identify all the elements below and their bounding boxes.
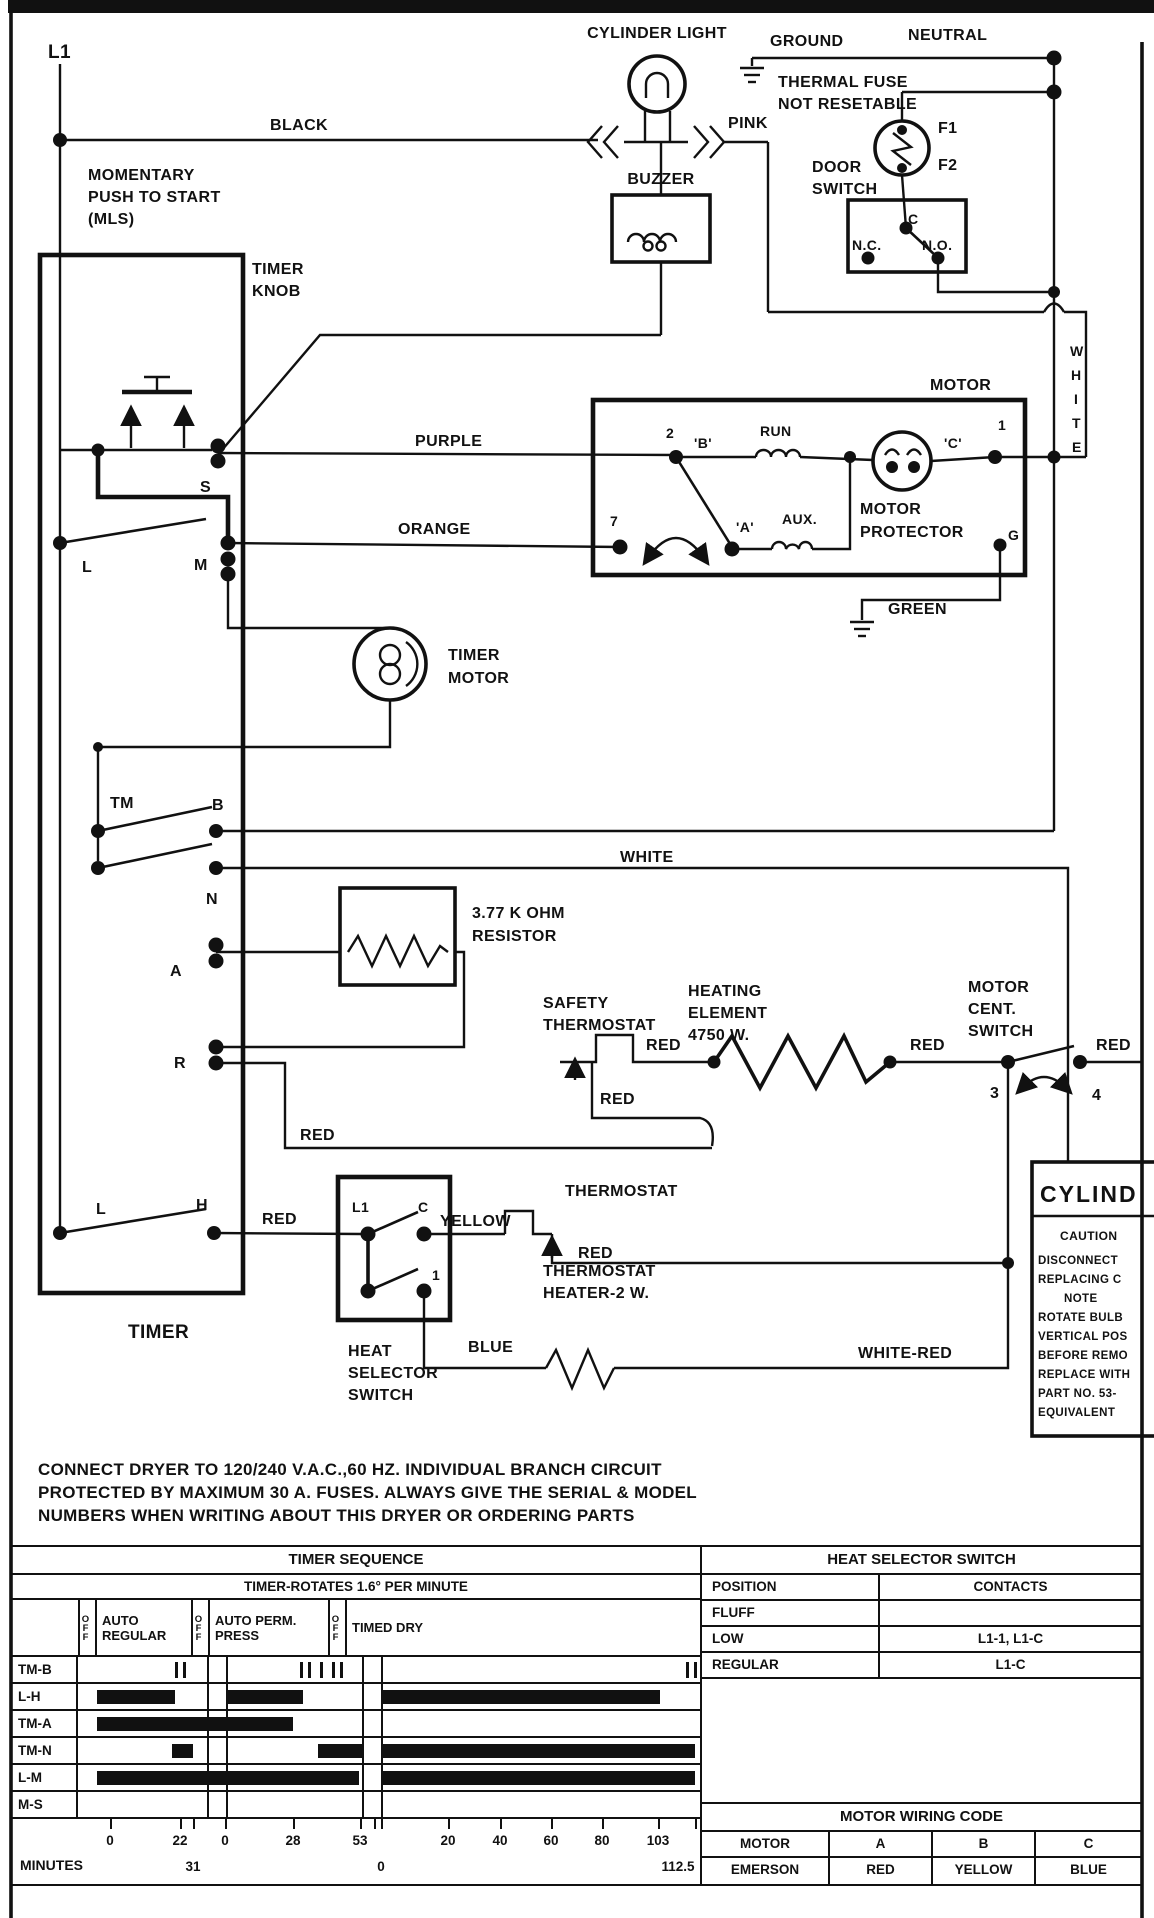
svg-text:W: W	[1070, 343, 1084, 359]
red-label-thermostat: RED	[578, 1245, 613, 1262]
l1-label: L1	[48, 42, 71, 63]
motor-code-header-row: MOTOR A B C	[702, 1832, 1141, 1858]
green-wire-label: GREEN	[888, 601, 947, 618]
column-divider	[381, 1684, 383, 1709]
contact-closed-bar	[381, 1690, 660, 1704]
contact-tick	[320, 1662, 323, 1678]
momentary-label: MOMENTARY	[88, 167, 195, 184]
cylinder-light-icon	[629, 56, 685, 112]
scale-number-row2: 112.5	[661, 1859, 695, 1874]
c-label: C	[908, 211, 919, 227]
motor-title: MOTOR	[930, 377, 992, 394]
timer-row-m-s: M-S	[12, 1792, 700, 1819]
column-divider	[381, 1657, 383, 1682]
thermostat-heater-label-2: HEATER-2 W.	[543, 1285, 650, 1302]
column-divider	[226, 1792, 228, 1817]
contact-closed-bar	[226, 1690, 303, 1704]
motor-c-label: 'C'	[944, 435, 962, 451]
scale-tick	[225, 1819, 227, 1829]
scale-number: 22	[172, 1833, 188, 1848]
svg-text:PART NO. 53-: PART NO. 53-	[1038, 1388, 1117, 1400]
scale-number: 0	[106, 1833, 114, 1848]
connection-notice	[38, 1458, 697, 1527]
notice-line-1: CONNECT DRYER TO 120/240 V.A.C.,60 HZ. INDIVIDUAL BRANCH CIRCUIT	[38, 1460, 662, 1479]
resistor-label-2: RESISTOR	[472, 928, 557, 945]
contact-3-label: 3	[990, 1085, 1000, 1102]
nc-label: N.C.	[852, 237, 882, 253]
thermostat-heater-label-1: THERMOSTAT	[543, 1263, 656, 1280]
contact-tick	[332, 1662, 335, 1678]
heat-selector-row-regular: REGULAR L1-C	[702, 1653, 1141, 1679]
no-label: N.O.	[922, 237, 953, 253]
motor-box	[593, 400, 1025, 575]
heat-selector-header-row: POSITION CONTACTS	[702, 1575, 1141, 1601]
minutes-label: MINUTES	[20, 1857, 83, 1873]
a-contact-label: A	[170, 963, 182, 980]
contact-tick	[694, 1662, 697, 1678]
scale-tick	[448, 1819, 450, 1829]
scale-tick	[381, 1819, 383, 1829]
thermostat-label: THERMOSTAT	[565, 1183, 678, 1200]
timer-rotates-subtitle: TIMER-ROTATES 1.6° PER MINUTE	[12, 1575, 700, 1600]
s-contact-label: S	[200, 479, 212, 496]
white-wire-label: WHITE	[620, 849, 674, 866]
green-ground-icon	[850, 622, 874, 636]
scale-number: 0	[221, 1833, 229, 1848]
ground-label: GROUND	[770, 33, 844, 50]
cylinder-note-title: CYLIND	[1040, 1181, 1138, 1207]
door-switch-label-2: SWITCH	[812, 181, 878, 198]
scale-number: 28	[285, 1833, 301, 1848]
heating-element-label-3: 4750 W.	[688, 1027, 750, 1044]
svg-text:ROTATE BULB: ROTATE BULB	[1038, 1312, 1124, 1324]
svg-text:I: I	[1074, 391, 1079, 407]
contact-closed-bar	[172, 1744, 193, 1758]
timer-row-tm-n: TM-N	[12, 1738, 700, 1765]
column-divider	[207, 1765, 209, 1790]
timer-motor-label-2: MOTOR	[448, 670, 510, 687]
heat-selector-row-low: LOW L1-1, L1-C	[702, 1627, 1141, 1653]
column-divider	[362, 1684, 364, 1709]
contact-tick	[183, 1662, 186, 1678]
svg-text:REPLACING C: REPLACING C	[1038, 1274, 1122, 1286]
contact-closed-bar	[318, 1744, 362, 1758]
red-label-cent: RED	[1096, 1037, 1131, 1054]
column-divider	[381, 1711, 383, 1736]
scale-tick	[193, 1819, 195, 1829]
contact-closed-bar	[97, 1690, 175, 1704]
timer-row-tm-b: TM-B	[12, 1657, 700, 1684]
scale-tick	[374, 1819, 376, 1829]
cent-switch-label-2: CENT.	[968, 1001, 1017, 1018]
timer-box	[40, 255, 243, 1293]
orange-wire-label: ORANGE	[398, 521, 471, 538]
red-label-bypass: RED	[600, 1091, 635, 1108]
scale-number: 103	[646, 1833, 670, 1848]
push-to-start-symbol	[122, 377, 192, 448]
contact-tick	[686, 1662, 689, 1678]
svg-text:NOTE: NOTE	[1064, 1293, 1098, 1305]
scale-number: 80	[594, 1833, 610, 1848]
scale-number: 60	[543, 1833, 559, 1848]
hs-c-label: C	[418, 1199, 429, 1215]
notice-line-2: PROTECTED BY MAXIMUM 30 A. FUSES. ALWAYS GIVE THE SERIAL & MODEL	[38, 1483, 697, 1502]
right-tables	[702, 1547, 1141, 1884]
scale-tick	[551, 1819, 553, 1829]
heat-selector-row-fluff: FLUFF	[702, 1601, 1141, 1627]
notice-line-3: NUMBERS WHEN WRITING ABOUT THIS DRYER OR ORDERING PARTS	[38, 1506, 635, 1525]
h-contact-label: H	[196, 1197, 208, 1214]
svg-text:REPLACE WITH: REPLACE WITH	[1038, 1369, 1131, 1381]
buzzer-label: BUZZER	[627, 171, 695, 188]
resistor-symbol	[340, 888, 455, 985]
safety-thermostat-label-2: THERMOSTAT	[543, 1017, 656, 1034]
minutes-scale	[12, 1819, 700, 1884]
column-divider	[226, 1711, 228, 1736]
safety-thermostat-label-1: SAFETY	[543, 995, 609, 1012]
scale-number: 20	[440, 1833, 456, 1848]
timer-row-l-m: L-M	[12, 1765, 700, 1792]
motor-protector-icon	[873, 432, 931, 490]
motor-wiring-code-title: MOTOR WIRING CODE	[702, 1804, 1141, 1832]
pink-wire-label: PINK	[728, 115, 768, 132]
cent-switch-label-1: MOTOR	[968, 979, 1030, 996]
column-divider	[207, 1738, 209, 1763]
scale-tick	[695, 1819, 697, 1829]
heat-selector-label-3: SWITCH	[348, 1387, 414, 1404]
m-contact-label: M	[194, 557, 208, 574]
l-contact-label: L	[82, 559, 93, 576]
scale-number: 53	[352, 1833, 368, 1848]
hs-l1-label: L1	[352, 1199, 370, 1215]
contact-closed-bar	[97, 1717, 293, 1731]
contact-tick	[300, 1662, 303, 1678]
n-contact-label: N	[206, 891, 218, 908]
tm-contact-label: TM	[110, 795, 134, 812]
scale-tick	[500, 1819, 502, 1829]
cylinder-note-caution: CAUTION	[1060, 1229, 1118, 1243]
scale-number-row2: 31	[185, 1859, 201, 1874]
motor-7-label: 7	[610, 513, 619, 529]
svg-text:T: T	[1072, 415, 1081, 431]
motor-b-label: 'B'	[694, 435, 712, 451]
column-divider	[362, 1765, 364, 1790]
red-label-safety: RED	[646, 1037, 681, 1054]
scale-number: 40	[492, 1833, 508, 1848]
f1-label: F1	[938, 120, 958, 137]
run-label: RUN	[760, 423, 792, 439]
timer-sequence-title: TIMER SEQUENCE	[12, 1547, 700, 1575]
column-divider	[207, 1684, 209, 1709]
scale-tick	[360, 1819, 362, 1829]
contact-tick	[340, 1662, 343, 1678]
column-divider	[362, 1711, 364, 1736]
heat-selector-label-1: HEAT	[348, 1343, 392, 1360]
column-divider	[226, 1684, 228, 1709]
motor-a-label: 'A'	[736, 519, 754, 535]
heat-selector-label-2: SELECTOR	[348, 1365, 439, 1382]
red-label-r-wire: RED	[300, 1127, 335, 1144]
neutral-label: NEUTRAL	[908, 27, 988, 44]
scale-tick	[293, 1819, 295, 1829]
svg-text:H: H	[1071, 367, 1082, 383]
g-terminal-label: G	[1008, 527, 1020, 543]
heating-element-label-2: ELEMENT	[688, 1005, 768, 1022]
contact-closed-bar	[381, 1744, 695, 1758]
tables-band	[10, 1545, 1143, 1886]
door-switch-label-1: DOOR	[812, 159, 862, 176]
motor-wiring-code-table	[702, 1802, 1141, 1884]
cylinder-light-label: CYLINDER LIGHT	[587, 25, 727, 42]
column-divider	[362, 1738, 364, 1763]
contact-closed-bar	[97, 1771, 359, 1785]
scale-tick	[180, 1819, 182, 1829]
timer-sequence-columns	[12, 1600, 700, 1657]
scale-tick	[110, 1819, 112, 1829]
off-column-1: OFF	[78, 1600, 97, 1655]
svg-text:E: E	[1072, 439, 1082, 455]
timer-row-l-h: L-H	[12, 1684, 700, 1711]
auto-regular-column: AUTO REGULAR	[102, 1612, 167, 1643]
l-bottom-contact-label: L	[96, 1201, 107, 1218]
r-contact-label: R	[174, 1055, 186, 1072]
timer-sequence-table	[12, 1547, 702, 1884]
timer-motor-symbol	[354, 628, 426, 700]
timer-label: TIMER	[128, 1322, 190, 1343]
off-column-2: OFF	[191, 1600, 210, 1655]
thermostat-heater-symbol	[546, 1350, 614, 1388]
contact-closed-bar	[381, 1771, 695, 1785]
contact-tick	[308, 1662, 311, 1678]
heating-element-label-1: HEATING	[688, 983, 762, 1000]
column-divider	[362, 1792, 364, 1817]
svg-text:DISCONNECT: DISCONNECT	[1038, 1255, 1119, 1267]
timer-motor-label-1: TIMER	[448, 647, 500, 664]
heat-selector-table	[702, 1547, 1141, 1679]
motor-protector-label-2: PROTECTOR	[860, 524, 964, 541]
red-label-h-wire: RED	[262, 1211, 297, 1228]
motor-1-label: 1	[998, 417, 1007, 433]
motor-cent-switch-symbol	[1008, 1046, 1074, 1088]
aux-label: AUX.	[782, 511, 818, 527]
f2-label: F2	[938, 157, 958, 174]
column-divider	[381, 1792, 383, 1817]
resistor-label-1: 3.77 K OHM	[472, 905, 565, 922]
white-vertical-label	[1070, 343, 1084, 455]
blue-wire-label: BLUE	[468, 1339, 514, 1356]
timer-knob-label-1: TIMER	[252, 261, 304, 278]
hs-1-label: 1	[432, 1267, 441, 1283]
thermal-fuse-icon	[875, 121, 929, 175]
auto-perm-press-column: AUTO PERM. PRESS	[215, 1612, 297, 1643]
black-wire-label: BLACK	[270, 117, 328, 134]
thermal-fuse-label-1: THERMAL FUSE	[778, 74, 908, 91]
column-divider	[207, 1657, 209, 1682]
motor-code-emerson-row: EMERSON RED YELLOW BLUE	[702, 1858, 1141, 1884]
red-label-element: RED	[910, 1037, 945, 1054]
column-divider	[381, 1738, 383, 1763]
column-divider	[207, 1711, 209, 1736]
timed-dry-column: TIMED DRY	[352, 1620, 424, 1635]
motor-protector-label-1: MOTOR	[860, 501, 922, 518]
column-divider	[226, 1738, 228, 1763]
off-column-3: OFF	[328, 1600, 347, 1655]
svg-text:VERTICAL POS: VERTICAL POS	[1038, 1331, 1128, 1343]
column-divider	[226, 1657, 228, 1682]
svg-text:EQUIVALENT: EQUIVALENT	[1038, 1407, 1116, 1419]
b-contact-label: B	[212, 797, 224, 814]
mls-label: (MLS)	[88, 211, 135, 228]
white-red-wire-label: WHITE-RED	[858, 1345, 953, 1362]
column-divider	[226, 1765, 228, 1790]
timer-contact-blades	[60, 519, 212, 1233]
column-divider	[381, 1765, 383, 1790]
cent-switch-label-3: SWITCH	[968, 1023, 1034, 1040]
scale-tick	[602, 1819, 604, 1829]
contact-4-label: 4	[1092, 1087, 1102, 1104]
yellow-wire-label: YELLOW	[440, 1213, 511, 1230]
buzzer-symbol	[612, 195, 710, 262]
motor-2-label: 2	[666, 425, 675, 441]
timer-row-tm-a: TM-A	[12, 1711, 700, 1738]
timer-knob-label-2: KNOB	[252, 283, 301, 300]
column-divider	[207, 1792, 209, 1817]
heat-selector-table-title: HEAT SELECTOR SWITCH	[702, 1547, 1141, 1575]
scale-number-row2: 0	[377, 1859, 385, 1874]
thermal-fuse-label-2: NOT RESETABLE	[778, 96, 918, 113]
purple-wire-label: PURPLE	[415, 433, 483, 450]
contact-tick	[175, 1662, 178, 1678]
scale-tick	[658, 1819, 660, 1829]
svg-text:BEFORE REMO: BEFORE REMO	[1038, 1350, 1129, 1362]
ground-icon	[740, 58, 764, 82]
column-divider	[362, 1657, 364, 1682]
push-to-start-label: PUSH TO START	[88, 189, 221, 206]
cylinder-note-lines	[1038, 1255, 1130, 1419]
